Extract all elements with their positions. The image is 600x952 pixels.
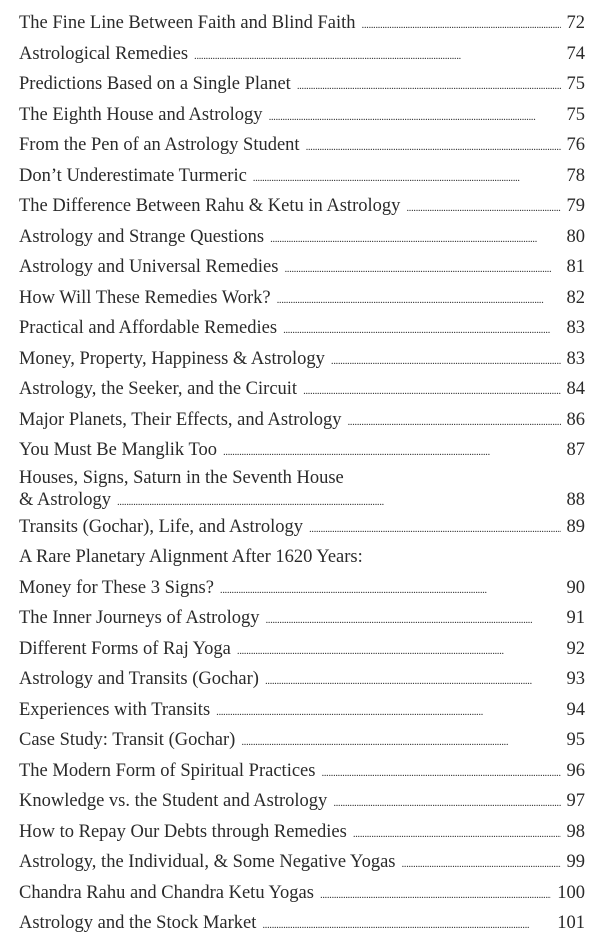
dot-leader (216, 697, 560, 728)
toc-entry-page: 97 (566, 791, 585, 811)
toc-entry (19, 435, 585, 466)
toc-entry (19, 878, 585, 909)
dot-leader (237, 636, 561, 667)
toc-entry-title-continued: & Astrology (19, 489, 111, 510)
toc-entry (19, 908, 585, 939)
toc-entry-title: Major Planets, Their Effects, and Astrology (19, 409, 342, 430)
toc-entry-title: The Eighth House and Astrology (19, 104, 263, 125)
toc-entry (19, 313, 585, 344)
toc-entry-page: 96 (566, 760, 585, 781)
toc-entry-title: Experiences with Transits (19, 699, 211, 720)
toc-entry-title: Don’t Underestimate Turmeric (19, 165, 247, 186)
dot-leader (331, 346, 561, 377)
toc-entry-title: Predictions Based on a Single Planet (19, 74, 291, 94)
toc-entry (19, 405, 585, 436)
toc-entry-page: 87 (566, 440, 585, 460)
toc-entry (19, 542, 585, 603)
toc-entry-page: 75 (566, 104, 585, 125)
toc-entry-page: 93 (566, 669, 585, 689)
toc-entry (19, 786, 585, 817)
toc-entry (19, 8, 585, 39)
toc-entry-page: 79 (566, 196, 585, 216)
toc-entry (19, 695, 585, 726)
dot-leader (306, 132, 561, 163)
toc-entry (19, 725, 585, 756)
dot-leader (401, 849, 560, 880)
toc-entry-page: 80 (566, 226, 585, 247)
dot-leader (262, 910, 551, 941)
dot-leader (284, 254, 560, 285)
toc-entry (19, 634, 585, 665)
dot-leader (297, 71, 561, 102)
dot-leader (353, 819, 561, 850)
toc-entry-title: A Rare Planetary Alignment After 1620 Years: (19, 547, 363, 567)
toc-entry (19, 252, 585, 283)
dot-leader (241, 727, 560, 758)
toc-entry-page: 84 (566, 379, 585, 399)
toc-entry-page: 78 (566, 165, 585, 186)
toc-entry-title: Money, Property, Happiness & Astrology (19, 348, 325, 369)
dot-leader (194, 41, 560, 72)
toc-entry-page: 74 (566, 43, 585, 64)
dot-leader (362, 10, 561, 41)
dot-leader (253, 163, 561, 194)
dot-leader (321, 758, 560, 789)
toc-entry-page: 90 (566, 577, 585, 598)
toc-entry-title: Knowledge vs. the Student and Astrology (19, 791, 328, 811)
toc-entry-title: Case Study: Transit (Gochar) (19, 730, 236, 750)
toc-entry (19, 283, 585, 314)
toc-entry-title: Transits (Gochar), Life, and Astrology (19, 516, 303, 537)
toc-entry (19, 847, 585, 878)
toc-entry-title: You Must Be Manglik Too (19, 440, 217, 460)
toc-entry (19, 817, 585, 848)
toc-entry-title: Practical and Affordable Remedies (19, 318, 278, 338)
dot-leader (270, 224, 560, 255)
toc-entry (19, 374, 585, 405)
toc-entry (19, 69, 585, 100)
toc-entry (19, 161, 585, 192)
toc-entry-title: Astrology, the Seeker, and the Circuit (19, 379, 298, 399)
dot-leader (348, 407, 561, 438)
toc-entry-title: Different Forms of Raj Yoga (19, 638, 231, 659)
toc-entry (19, 100, 585, 131)
toc-entry-title: How Will These Remedies Work? (19, 287, 271, 308)
toc-entry-title: Houses, Signs, Saturn in the Seventh House (19, 467, 344, 488)
dot-leader (320, 880, 551, 911)
toc-entry-page: 98 (566, 821, 585, 842)
toc-entry-title: The Difference Between Rahu & Ketu in Astrology (19, 196, 401, 216)
dot-leader (220, 575, 561, 606)
dot-leader (406, 193, 560, 224)
toc-entry-title: Astrology, the Individual, & Some Negative Yogas (19, 852, 396, 872)
toc-entry-page: 92 (566, 638, 585, 659)
toc-entry-page: 75 (566, 74, 585, 94)
toc-entry-page: 100 (557, 882, 585, 903)
toc-entry (19, 512, 585, 543)
dot-leader (283, 315, 560, 346)
toc-entry-page: 88 (566, 489, 585, 510)
toc-entry (19, 344, 585, 375)
dot-leader (265, 666, 561, 697)
toc-entry-page: 81 (566, 257, 585, 277)
toc-entry-title: Chandra Rahu and Chandra Ketu Yogas (19, 882, 314, 903)
dot-leader (277, 285, 561, 316)
toc-entry-page: 83 (566, 318, 585, 338)
toc-entry-title: How to Repay Our Debts through Remedies (19, 821, 347, 842)
dot-leader (265, 605, 560, 636)
toc-entry-title: Astrology and Transits (Gochar) (19, 669, 259, 689)
dot-leader (269, 102, 561, 133)
toc-entry-page: 86 (566, 409, 585, 430)
toc-entry-page: 83 (566, 348, 585, 369)
toc-entry-title: Astrology and Universal Remedies (19, 257, 279, 277)
toc-entry (19, 222, 585, 253)
dot-leader (117, 491, 561, 513)
toc-entry (19, 130, 585, 161)
toc-entry (19, 664, 585, 695)
toc-entry-page: 101 (557, 913, 585, 933)
toc-entry-title: Astrological Remedies (19, 43, 189, 64)
toc-entry (19, 756, 585, 787)
toc-entry-page: 94 (566, 699, 585, 720)
toc-entry-page: 91 (566, 608, 585, 628)
toc-entry-title: Astrology and the Stock Market (19, 913, 257, 933)
toc-entry-title: The Modern Form of Spiritual Practices (19, 760, 316, 781)
dot-leader (223, 437, 561, 468)
toc-entry (19, 39, 585, 70)
toc-entry-page: 89 (566, 516, 585, 537)
dot-leader (309, 514, 561, 545)
table-of-contents (19, 8, 585, 939)
toc-entry-title-continued: Money for These 3 Signs? (19, 577, 214, 598)
toc-entry-title: The Inner Journeys of Astrology (19, 608, 260, 628)
toc-entry-title: From the Pen of an Astrology Student (19, 135, 300, 155)
toc-entry (19, 191, 585, 222)
toc-entry (19, 467, 585, 512)
toc-entry-page: 82 (566, 287, 585, 308)
toc-entry (19, 603, 585, 634)
toc-entry-page: 72 (566, 13, 585, 33)
toc-entry-title: Astrology and Strange Questions (19, 226, 265, 247)
dot-leader (333, 788, 560, 819)
toc-entry-page: 76 (566, 135, 585, 155)
toc-entry-page: 95 (566, 730, 585, 750)
toc-entry-title: The Fine Line Between Faith and Blind Faith (19, 13, 356, 33)
dot-leader (303, 376, 560, 407)
toc-entry-page: 99 (566, 852, 585, 872)
